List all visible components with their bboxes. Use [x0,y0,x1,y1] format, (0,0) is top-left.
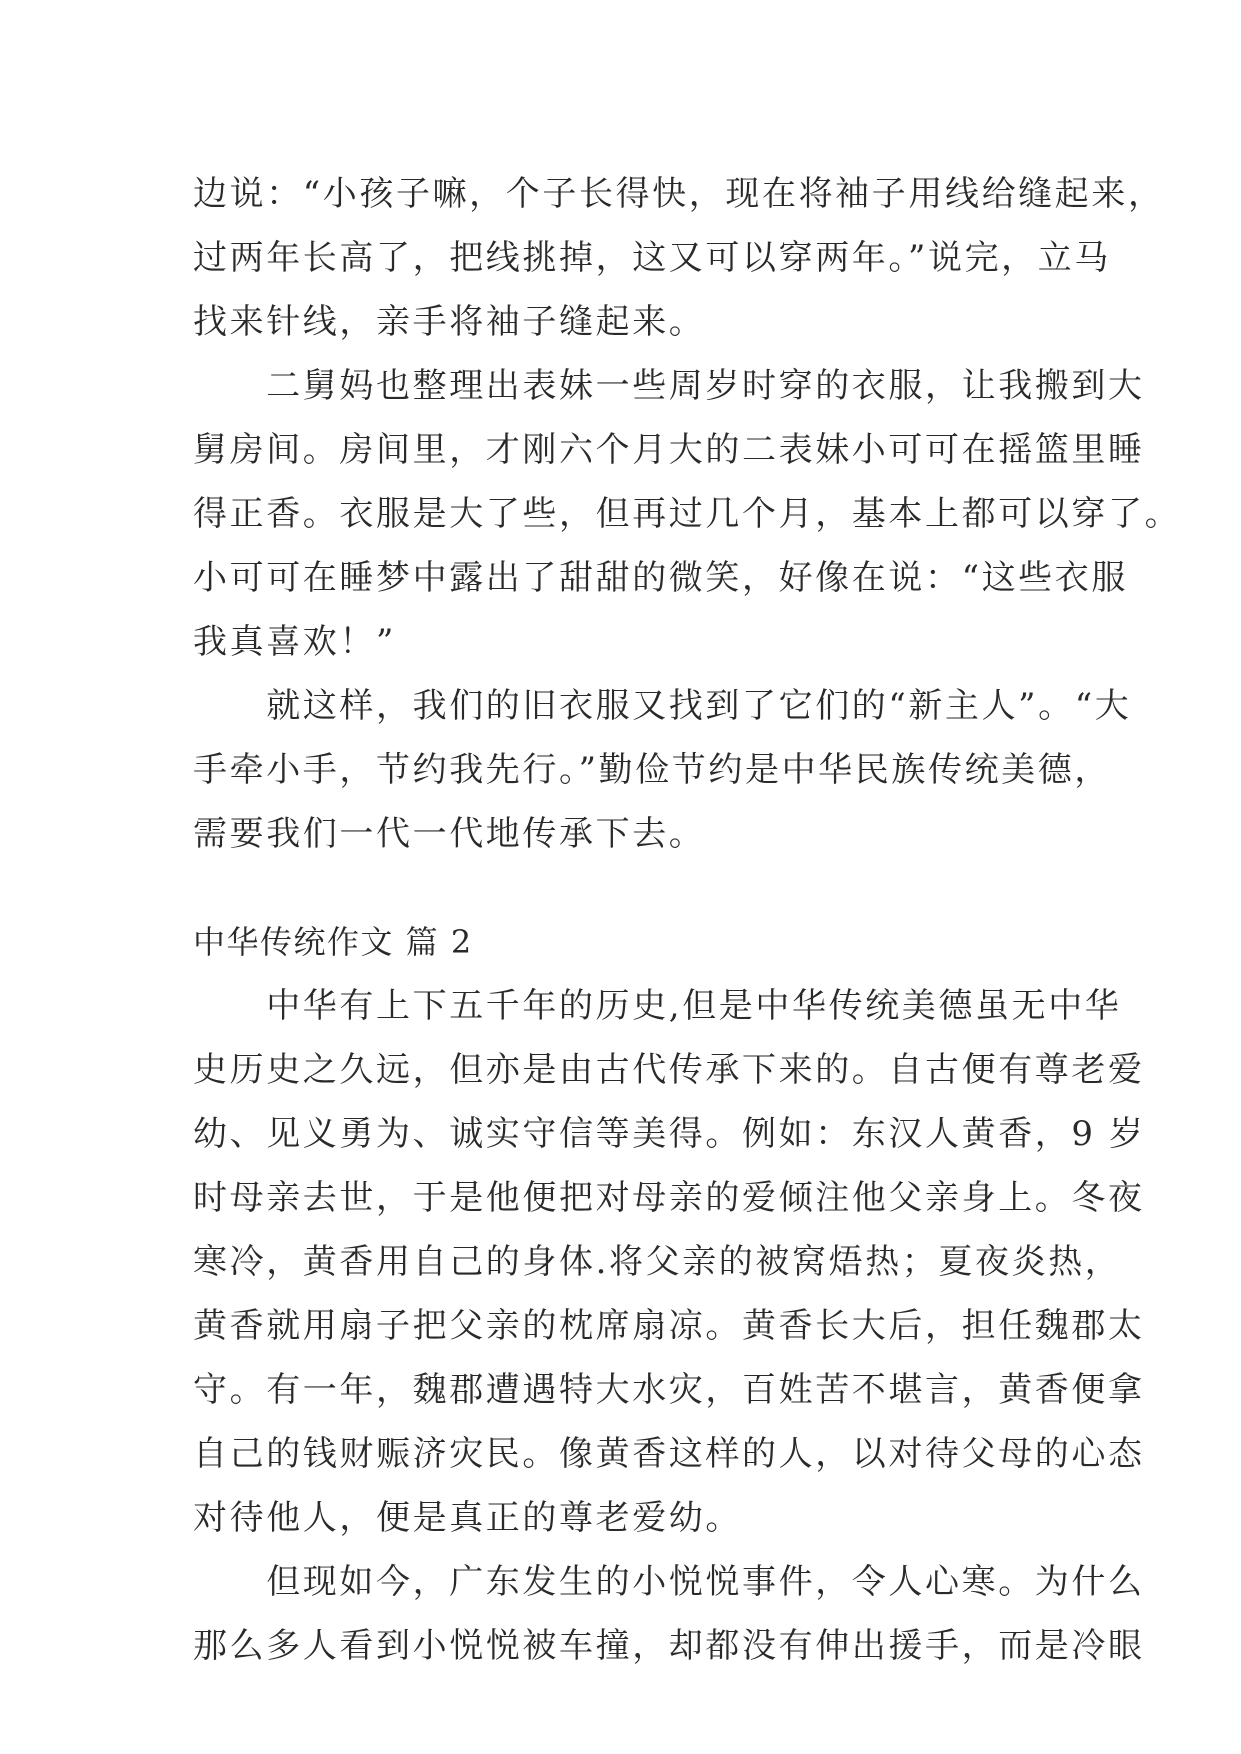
text-line: 中华有上下五千年的历史,但是中华传统美德虽无中华 [193,986,1122,1026]
text-line: 二舅妈也整理出表妹一些周岁时穿的衣服，让我搬到大 [193,366,1145,406]
text-line: 舅房间。房间里，才刚六个月大的二表妹小可可在摇篮里睡 [193,430,1145,470]
section-spacer [193,866,1073,910]
text-line: 找来针线，亲手将袖子缝起来。 [193,302,706,342]
section-title: 中华传统作文 篇 2 [193,923,473,961]
text-line: 小可可在睡梦中露出了甜甜的微笑，好像在说：“这些衣服 [193,558,1128,598]
text-line: 寒冷，黄香用自己的身体.将父亲的被窝焐热；夏夜炎热， [193,1242,1122,1282]
text-line: 我真喜欢！” [193,622,396,662]
text-line: 自己的钱财赈济灾民。像黄香这样的人，以对待父母的心态 [193,1434,1145,1474]
text-line: 手牵小手，节约我先行。”勤俭节约是中华民族传统美德， [193,750,1111,790]
text-line: 时母亲去世，于是他便把对母亲的爱倾注他父亲身上。冬夜 [193,1178,1145,1218]
text-line: 黄香就用扇子把父亲的枕席扇凉。黄香长大后，担任魏郡太 [193,1306,1145,1346]
text-line: 得正香。衣服是大了些，但再过几个月，基本上都可以穿了。 [193,494,1182,534]
text-line: 就这样，我们的旧衣服又找到了它们的“新主人”。“大 [193,686,1132,726]
text-line: 对待他人，便是真正的尊老爱幼。 [193,1498,742,1538]
text-line: 史历史之久远，但亦是由古代传承下来的。自古便有尊老爱 [193,1050,1145,1090]
text-line: 守。有一年，魏郡遭遇特大水灾，百姓苦不堪言，黄香便拿 [193,1370,1145,1410]
text-line: 那么多人看到小悦悦被车撞，却都没有伸出援手，而是冷眼 [193,1626,1145,1666]
text-line: 幼、见义勇为、诚实守信等美得。例如：东汉人黄香，9 岁 [193,1114,1146,1154]
text-line: 过两年长高了，把线挑掉，这又可以穿两年。”说完，立马 [193,238,1111,278]
text-column [193,162,1182,1678]
text-line: 但现如今，广东发生的小悦悦事件，令人心寒。为什么 [193,1562,1145,1602]
text-line: 需要我们一代一代地传承下去。 [193,814,706,854]
text-line: 边说：“小孩子嘛，个子长得快，现在将袖子用线给缝起来， [193,174,1165,214]
